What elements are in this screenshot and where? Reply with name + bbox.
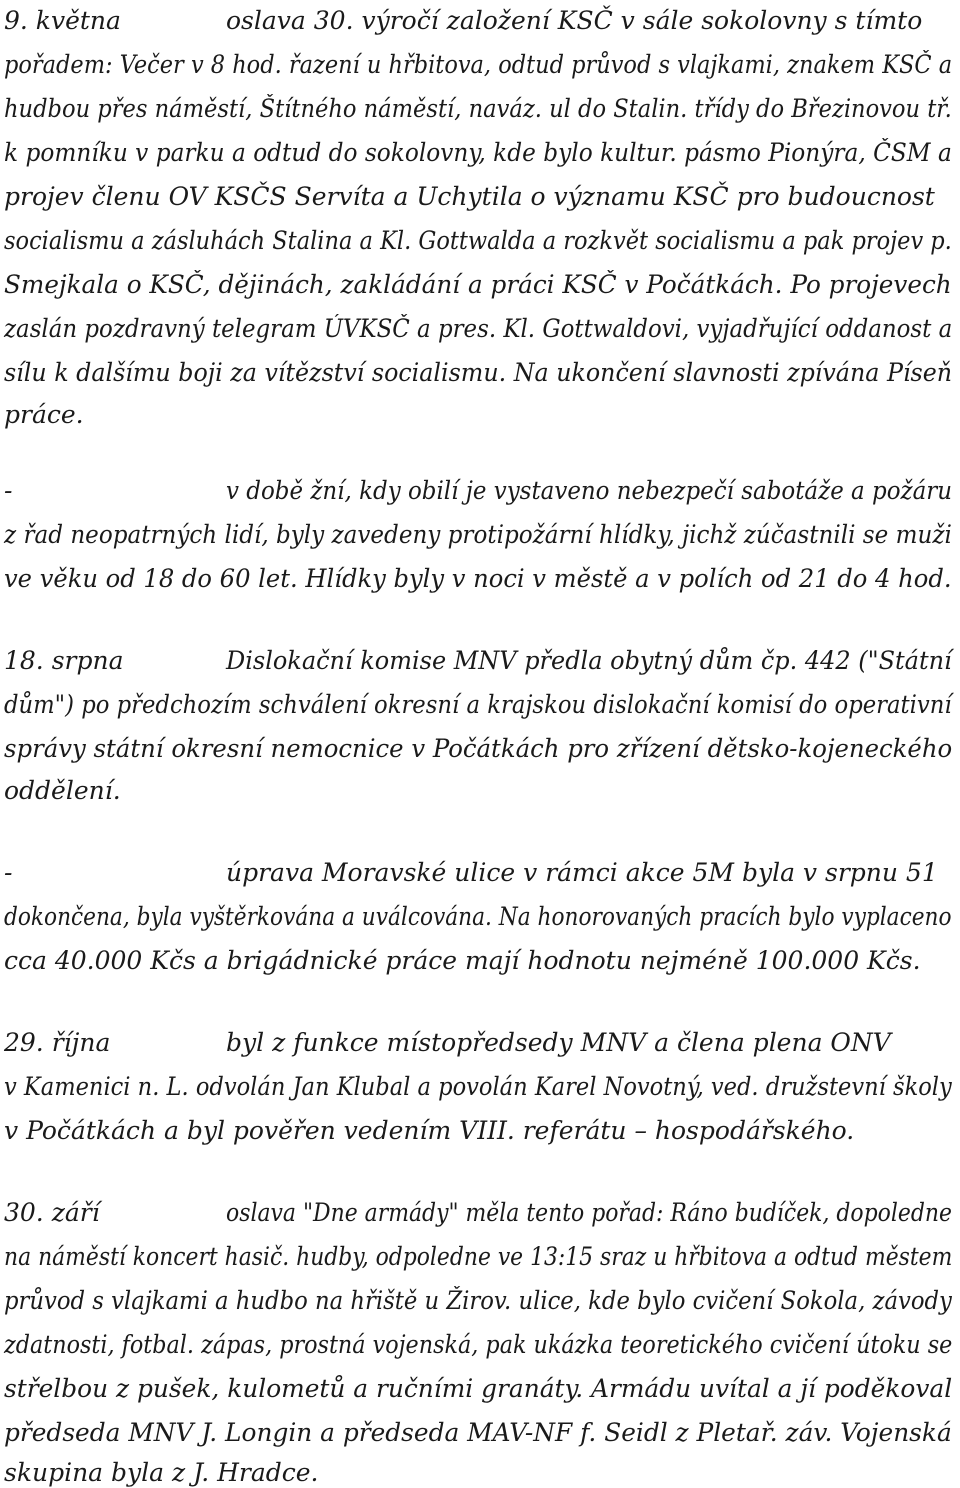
- entry-line: na náměstí koncert hasič. hudby, odpoledne ve 13:15 sraz u hřbitova a odtud městem: [4, 1242, 953, 1271]
- entry-line: střelbou z pušek, kulometů a ručními granáty. Armádu uvítal a jí poděkoval: [4, 1374, 953, 1403]
- entry-line: ve věku od 18 do 60 let. Hlídky byly v noci v městě a v polích od 21 do 4 hod.: [4, 564, 952, 593]
- entry-line: v době žní, kdy obilí je vystaveno nebezpečí sabotáže a požáru: [226, 476, 953, 505]
- entry-date: -: [4, 476, 13, 505]
- entry-line: předseda MNV J. Longin a předseda MAV-NF f. Seidl z Pletař. záv. Vojenská: [4, 1418, 952, 1447]
- entry-date: 30. září: [4, 1198, 100, 1227]
- entry-line: oslava 30. výročí založení KSČ v sále sokolovny s tímto: [226, 6, 923, 35]
- entry-line: dům") po předchozím schválení okresní a krajskou dislokační komisí do operativní: [4, 690, 952, 719]
- entry-line: úprava Moravské ulice v rámci akce 5M byla v srpnu 51: [226, 858, 938, 887]
- entry-line: hudbou přes náměstí, Štítného náměstí, naváz. ul do Stalin. třídy do Březinovou tř.: [4, 94, 952, 123]
- entry-line: zaslán pozdravný telegram ÚVKSČ a pres. Kl. Gottwaldovi, vyjadřující oddanost a: [4, 314, 953, 343]
- entry-line: byl z funkce místopředsedy MNV a člena plena ONV: [226, 1028, 891, 1057]
- entry-line: v Počátkách a byl pověřen vedením VIII. referátu – hospodářského.: [4, 1116, 855, 1145]
- entry-date: 29. října: [4, 1028, 111, 1057]
- entry-date: 9. května: [4, 6, 121, 35]
- entry-line: skupina byla z J. Hradce.: [4, 1458, 319, 1487]
- entry-line: dokončena, byla vyštěrkována a uválcována. Na honorovaných pracích bylo vyplaceno: [4, 902, 952, 931]
- entry-line: práce.: [4, 400, 84, 429]
- entry-line: pořadem: Večer v 8 hod. řazení u hřbitova, odtud průvod s vlajkami, znakem KSČ a: [4, 50, 953, 79]
- entry-line: oddělení.: [4, 776, 121, 805]
- entry-line: Smejkala o KSČ, dějinách, zakládání a práci KSČ v Počátkách. Po projevech: [4, 270, 952, 299]
- entry-line: průvod s vlajkami a hudbo na hřiště u Žirov. ulice, kde bylo cvičení Sokola, závody: [4, 1286, 952, 1315]
- entry-line: správy státní okresní nemocnice v Počátkách pro zřízení dětsko-kojeneckého: [4, 734, 953, 763]
- entry-date: -: [4, 858, 13, 887]
- entry-line: oslava "Dne armády" měla tento pořad: Ráno budíček, dopoledne: [226, 1198, 952, 1227]
- entry-line: k pomníku v parku a odtud do sokolovny, kde bylo kultur. pásmo Pionýra, ČSM a: [4, 138, 952, 167]
- entry-line: zdatnosti, fotbal. zápas, prostná vojenská, pak ukázka teoretického cvičení útoku se: [4, 1330, 953, 1359]
- entry-line: Dislokační komise MNV předla obytný dům čp. 442 ("Státní: [226, 646, 952, 675]
- entry-date: 18. srpna: [4, 646, 124, 675]
- entry-line: socialismu a zásluhách Stalina a Kl. Gottwalda a rozkvět socialismu a pak projev p.: [4, 226, 952, 255]
- entry-line: cca 40.000 Kčs a brigádnické práce mají hodnotu nejméně 100.000 Kčs.: [4, 946, 921, 975]
- entry-line: sílu k dalšímu boji za vítězství socialismu. Na ukončení slavnosti zpívána Píseň: [4, 358, 953, 387]
- entry-line: z řad neopatrných lidí, byly zavedeny protipožární hlídky, jichž zúčastnili se muži: [4, 520, 952, 549]
- entry-line: v Kamenici n. L. odvolán Jan Klubal a povolán Karel Novotný, ved. družstevní školy: [4, 1072, 952, 1101]
- entry-line: projev členu OV KSČS Servíta a Uchytila o významu KSČ pro budoucnost: [4, 182, 935, 211]
